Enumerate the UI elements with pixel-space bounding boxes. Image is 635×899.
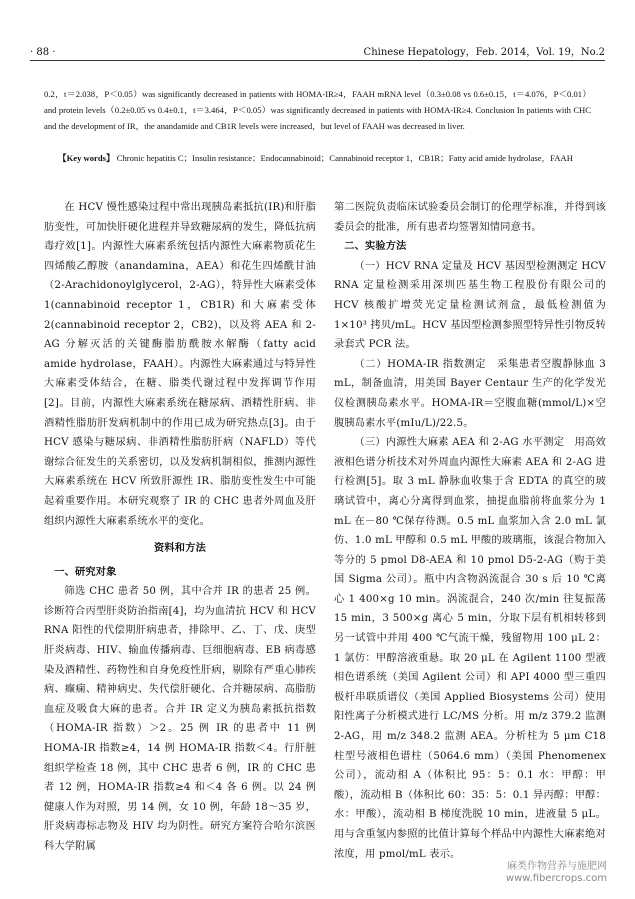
watermark (506, 861, 607, 885)
continued-paragraph: 第二医院负责临床试验委员会制订的伦理学标准，并得到该委员会的批准，所有患者均签署知情同意书。 (334, 202, 606, 233)
page-header (30, 40, 605, 58)
header-rule (30, 60, 605, 61)
right-column (334, 198, 606, 864)
intro-paragraph: 在 HCV 慢性感染过程中常出现胰岛素抵抗(IR)和肝脂肪变性，可加快肝硬化进程并导致糖尿病的发生，降低抗病毒疗效[1]。内源性大麻素系统包括内源性大麻素物质花生四烯酸乙醇胺（anandamina，AEA）和花生四烯酰甘油（2-Arachidonoylglycerol，2-AG），特异性大麻素受体 1(cannabinoid receptor 1，CB1R) 和大麻素受体 2(cannabinoid receptor 2，CB2)，以及将 AEA 和 2-AG 分解灭活的关键酶脂肪酰胺水解酶（fatty acid amide hydrolase，FAAH）。内源性大麻素通过与特异性大麻素受体结合，在糖、脂类代谢过程中发挥调节作用[2]。目前，内源性大麻素系统在糖尿病、酒精性肝病、非酒精性脂肪肝发病机制中的作用已成为研究热点[3]。由于 HCV 感染与糖尿病、非酒精性脂肪肝病（NAFLD）等代谢综合征发生的关系密切，以及发病机制相似，推测内源性大麻素系统在 HCV 所致肝源性 IR、脂肪变性发生中可能起着重要作用。本研究观察了 IR 的 CHC 患者外周血及肝组织内源性大麻素系统水平的变化。 (44, 202, 316, 527)
keywords-label: 【Key words】 (58, 153, 115, 163)
section-title: 资料和方法 (154, 542, 206, 555)
journal-citation: Chinese Hepatology，Feb. 2014，Vol. 19，No.2 (363, 47, 605, 58)
left-column (44, 198, 316, 857)
subjects-paragraph: 筛选 CHC 患者 50 例，其中合并 IR 的患者 25 例。诊断符合丙型肝炎防治指南[4]，均为血清抗 HCV 和 HCV RNA 阳性的代偿期肝病患者，排除甲、乙、丁、戊、庚型肝炎病毒、HIV、输血传播病毒、巨细胞病毒、EB 病毒感染及酒精性、药物性和自身免疫性肝病，剔除有严重心肺疾病、癫痫、精神病史、失代偿肝硬化、合并糖尿病、高脂肪血症及吸食大麻的患者。合并 IR 定义为胰岛素抵抗指数（HOMA-IR 指数）＞2。25 例 IR 的患者中 11 例 HOMA-IR 指数≥4，14 例 HOMA-IR 指数＜4。行肝脏组织学检查 18 例，其中 CHC 患者 6 例，IR 的 CHC 患者 12 例，HOMA-IR 指数≥4 和＜4 各 6 例。以 24 例健康人作为对照，男 14 例，女 10 例，年龄 18～35 岁，肝炎病毒标志物及 HIV 均为阴性。研究方案符合哈尔滨医科大学附属 (44, 586, 316, 852)
page-number: · 88 · (30, 47, 56, 58)
subheading-subjects: 一、研究对象 (54, 565, 117, 578)
method-aea-2ag: （三）内源性大麻素 AEA 和 2-AG 水平测定 用高效液相色谱分析技术对外周血内源性大麻素 AEA 和 2-AG 进行检测[5]。取 3 mL 静脉血收集于含 EDTA 的真空的玻璃试管中，离心分离得到血浆，抽提血脂前将血浆分为 1 mL 在－80 ℃保存待测。0.5 mL 血浆加入含 2.0 mL 氯仿、1.0 mL 甲醇和 0.5 mL 甲酸的玻璃瓶，该混合物加入等分的 5 pmol D8-AEA 和 10 pmol D5-2-AG（购于美国 Sigma 公司）。瓶中内含物涡流混合 30 s 后 10 ℃离心 1 400×g 10 min。涡流混合，240 次/min 往复振荡 15 min，3 500×g 离心 5 min，分取下层有机相转移到另一试管中并用 400 ℃气流干燥，残留物用 100 μL 2：1 氯仿：甲醇溶液重悬。取 20 μL 在 Agilent 1100 型液相色谱系统（美国 Agilent 公司）和 API 4000 型三重四极杆串联质谱仪（美国 Applied Biosystems 公司）使用阳性离子分析模式进行 LC/MS 分析。用 m/z 379.2 监测 2-AG，用 m/z 348.2 监测 AEA。分析柱为 5 μm C18 柱型号液相色谱柱（5064.6 mm）（美国 Phenomenex 公司），流动相 A（体积比 95：5：0.1 水：甲醇：甲酸），流动相 B（体积比 60：35：5：0.1 异丙醇：甲醇：水：甲酸），流动相 B 梯度洗脱 10 min，进液量 5 μL。用与含重氢内参照的比值计算每个样品中内源性大麻素绝对浓度，用 pmol/mL 表示。 (334, 437, 606, 860)
method-hcv-rna: （一）HCV RNA 定量及 HCV 基因型检测测定 HCV RNA 定量检测采用深圳匹基生物工程股份有限公司的 HCV 核酸扩增荧光定量检测试剂盒，最低检测值为 1×10³ 拷贝/mL。HCV 基因型检测参照型特异性引物反转录套式 PCR 法。 (334, 260, 607, 351)
method-homa-ir: （二）HOMA-IR 指数测定 采集患者空腹静脉血 3 mL，制备血清，用美国 Bayer Centaur 生产的化学发光仪检测胰岛素水平。HOMA-IR＝空腹血糖(mmol/L)×空腹胰岛素水平(mIu/L)/22.5。 (334, 358, 606, 429)
subheading-methods: 二、实验方法 (344, 240, 407, 253)
watermark-line2: www.fibercrops.com (505, 873, 607, 884)
keywords (58, 150, 591, 166)
watermark-line1: 麻类作物营养与施肥网 (507, 861, 607, 872)
abstract-text: 0.2，t＝2.038，P＜0.05）was significantly decreased in patients with HOMA-IR≥4，FAAH mRNA level（0.3±0.08 vs 0.6±0.15，t＝4.076，P＜0.01）and protein levels（0.2±0.05 vs 0.4±0.1，t＝3.464，P＜0.05）was significantly decreased in patients with HOMA-IR≥4. Conclusion In patients with CHC and the development of IR，the anandamide and CB1R levels were increased，but level of FAAH was decreased in liver. (44, 89, 591, 131)
keywords-text: Chronic hepatitis C；Insulin resistance；Endocannabinoid；Cannabinoid receptor 1，CB1R；Fatty acid amide hydrolase，FAAH (116, 153, 573, 163)
